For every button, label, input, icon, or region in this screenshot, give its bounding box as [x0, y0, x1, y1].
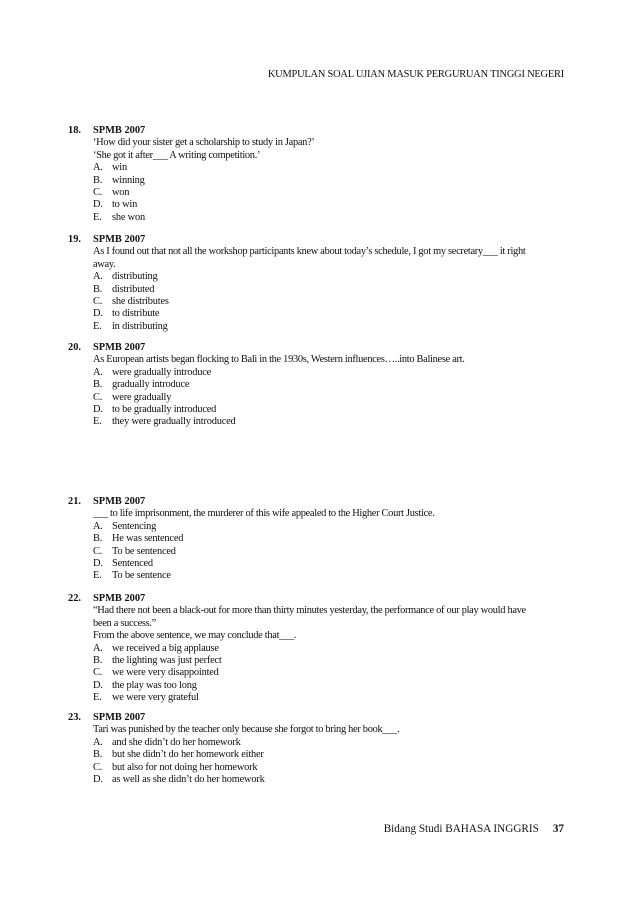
option-letter: E. [93, 320, 102, 332]
option-text: To be sentenced [112, 545, 176, 557]
option-text: she distributes [112, 295, 169, 307]
option-letter: C. [93, 295, 103, 307]
option-letter: C. [93, 391, 103, 403]
option-text: as well as she didn’t do her homework [112, 773, 265, 785]
question-number: 21. [68, 496, 81, 507]
option-text: the play was too long [112, 679, 197, 691]
answer-option-c [93, 762, 568, 774]
option-text: Sentenced [112, 557, 153, 569]
question-text-line: Tari was punished by the teacher only because she forgot to bring her book___. [93, 724, 400, 736]
question-text-line: “Had there not been a black-out for more than thirty minutes yesterday, the performance of our play would have [93, 605, 526, 617]
question-number: 22. [68, 593, 81, 604]
answer-option-b [93, 533, 568, 545]
answer-option-e [93, 416, 568, 428]
answer-option-d [93, 308, 568, 320]
option-text: we were very disappointed [112, 667, 219, 679]
question-number: 23. [68, 712, 81, 723]
option-letter: C. [93, 545, 103, 557]
answer-option-a [93, 643, 568, 655]
question-text-line: been a success.” [93, 617, 156, 629]
answer-option-e [93, 570, 568, 582]
option-letter: E. [93, 211, 102, 223]
question-source: SPMB 2007 [93, 125, 146, 136]
answer-option-a [93, 271, 568, 283]
answer-option-e [93, 321, 568, 333]
option-text: they were gradually introduced [112, 416, 236, 428]
option-text: she won [112, 211, 145, 223]
question-number: 18. [68, 125, 81, 136]
answer-option-c [93, 187, 568, 199]
answer-option-b [93, 379, 568, 391]
answer-option-a [93, 521, 568, 533]
option-text: the lighting was just perfect [112, 655, 222, 666]
answer-option-b [93, 284, 568, 296]
option-text: Sentencing [112, 520, 157, 532]
option-letter: B. [93, 174, 103, 186]
question-18 [68, 125, 568, 224]
answer-option-d [93, 774, 568, 786]
answer-option-c [93, 546, 568, 558]
option-letter: D. [93, 679, 103, 691]
answer-option-e [93, 212, 568, 224]
option-letter: D. [93, 403, 103, 415]
answer-option-d [93, 199, 568, 211]
question-21 [68, 496, 568, 583]
option-letter: E. [93, 570, 102, 582]
question-source: SPMB 2007 [93, 712, 146, 723]
option-letter: A. [93, 162, 103, 174]
option-letter: D. [93, 199, 103, 211]
question-22 [68, 593, 568, 705]
option-text: we received a big applause [112, 642, 219, 654]
question-text-line: ___ to life imprisonment, the murderer of this wife appealed to the Higher Court Justice. [93, 508, 435, 520]
question-number: 20. [68, 342, 81, 353]
option-letter: C. [93, 186, 103, 198]
question-source: SPMB 2007 [93, 234, 146, 245]
option-letter: A. [93, 736, 103, 748]
question-text-line: ‘She got it after___ A writing competition.’ [93, 149, 261, 161]
answer-option-d [93, 680, 568, 692]
option-letter: D. [93, 773, 103, 785]
option-letter: A. [93, 271, 103, 283]
option-text: to be gradually introduced [112, 403, 217, 415]
question-source: SPMB 2007 [93, 342, 146, 353]
option-text: distributing [112, 271, 158, 283]
option-text: were gradually [112, 391, 172, 403]
question-source: SPMB 2007 [93, 593, 146, 604]
question-text-line: As I found out that not all the workshop participants knew about today’s schedule, I got my secretary___ it right [93, 246, 526, 258]
question-19 [68, 234, 568, 333]
option-letter: E. [93, 416, 102, 428]
option-text: win [112, 162, 127, 174]
option-letter: B. [93, 283, 103, 295]
option-text: but also for not doing her homework [112, 761, 258, 773]
option-letter: B. [93, 655, 103, 666]
answer-option-b [93, 749, 568, 761]
question-number: 19. [68, 234, 81, 245]
answer-option-a [93, 162, 568, 174]
question-20 [68, 342, 568, 429]
question-23 [68, 712, 568, 786]
option-text: to distribute [112, 308, 160, 320]
option-letter: D. [93, 557, 103, 569]
question-text-line: away. [93, 258, 116, 270]
answer-option-a [93, 367, 568, 379]
option-text: winning [112, 174, 145, 186]
answer-option-c [93, 667, 568, 679]
option-text: He was sentenced [112, 533, 184, 545]
answer-option-d [93, 404, 568, 416]
answer-option-c [93, 296, 568, 308]
answer-option-d [93, 558, 568, 570]
option-letter: E. [93, 692, 102, 704]
option-text: we were very grateful [112, 692, 199, 704]
option-text: but she didn’t do her homework either [112, 749, 264, 761]
option-text: distributed [112, 283, 155, 295]
option-letter: A. [93, 520, 103, 532]
page-header: KUMPULAN SOAL UJIAN MASUK PERGURUAN TINGGI NEGERI [267, 69, 564, 80]
answer-option-e [93, 692, 568, 704]
option-letter: A. [93, 366, 103, 378]
option-letter: B. [93, 749, 103, 761]
question-source: SPMB 2007 [93, 496, 146, 507]
footer-subject: Bidang Studi BAHASA INGGRIS [383, 823, 539, 835]
option-text: gradually introduce [112, 379, 190, 391]
option-text: to win [112, 199, 138, 211]
option-letter: B. [93, 533, 103, 545]
answer-option-b [93, 655, 568, 667]
answer-option-a [93, 737, 568, 749]
answer-option-c [93, 392, 568, 404]
option-text: won [112, 186, 130, 198]
option-letter: C. [93, 761, 103, 773]
option-letter: B. [93, 379, 103, 391]
option-text: To be sentence [112, 570, 171, 582]
option-text: and she didn’t do her homework [112, 736, 241, 748]
page-footer [384, 823, 564, 835]
page-number: 37 [552, 823, 564, 835]
option-letter: C. [93, 667, 103, 679]
option-text: were gradually introduce [112, 366, 212, 378]
option-text: in distributing [112, 320, 168, 332]
question-text-line: As European artists began flocking to Bali in the 1930s, Western influences…..into Balinese art. [93, 354, 465, 366]
option-letter: D. [93, 308, 103, 320]
question-text-line: ‘How did your sister get a scholarship to study in Japan?’ [93, 137, 315, 149]
question-text-line: From the above sentence, we may conclude that___. [93, 630, 297, 642]
answer-option-b [93, 175, 568, 187]
option-letter: A. [93, 642, 103, 654]
